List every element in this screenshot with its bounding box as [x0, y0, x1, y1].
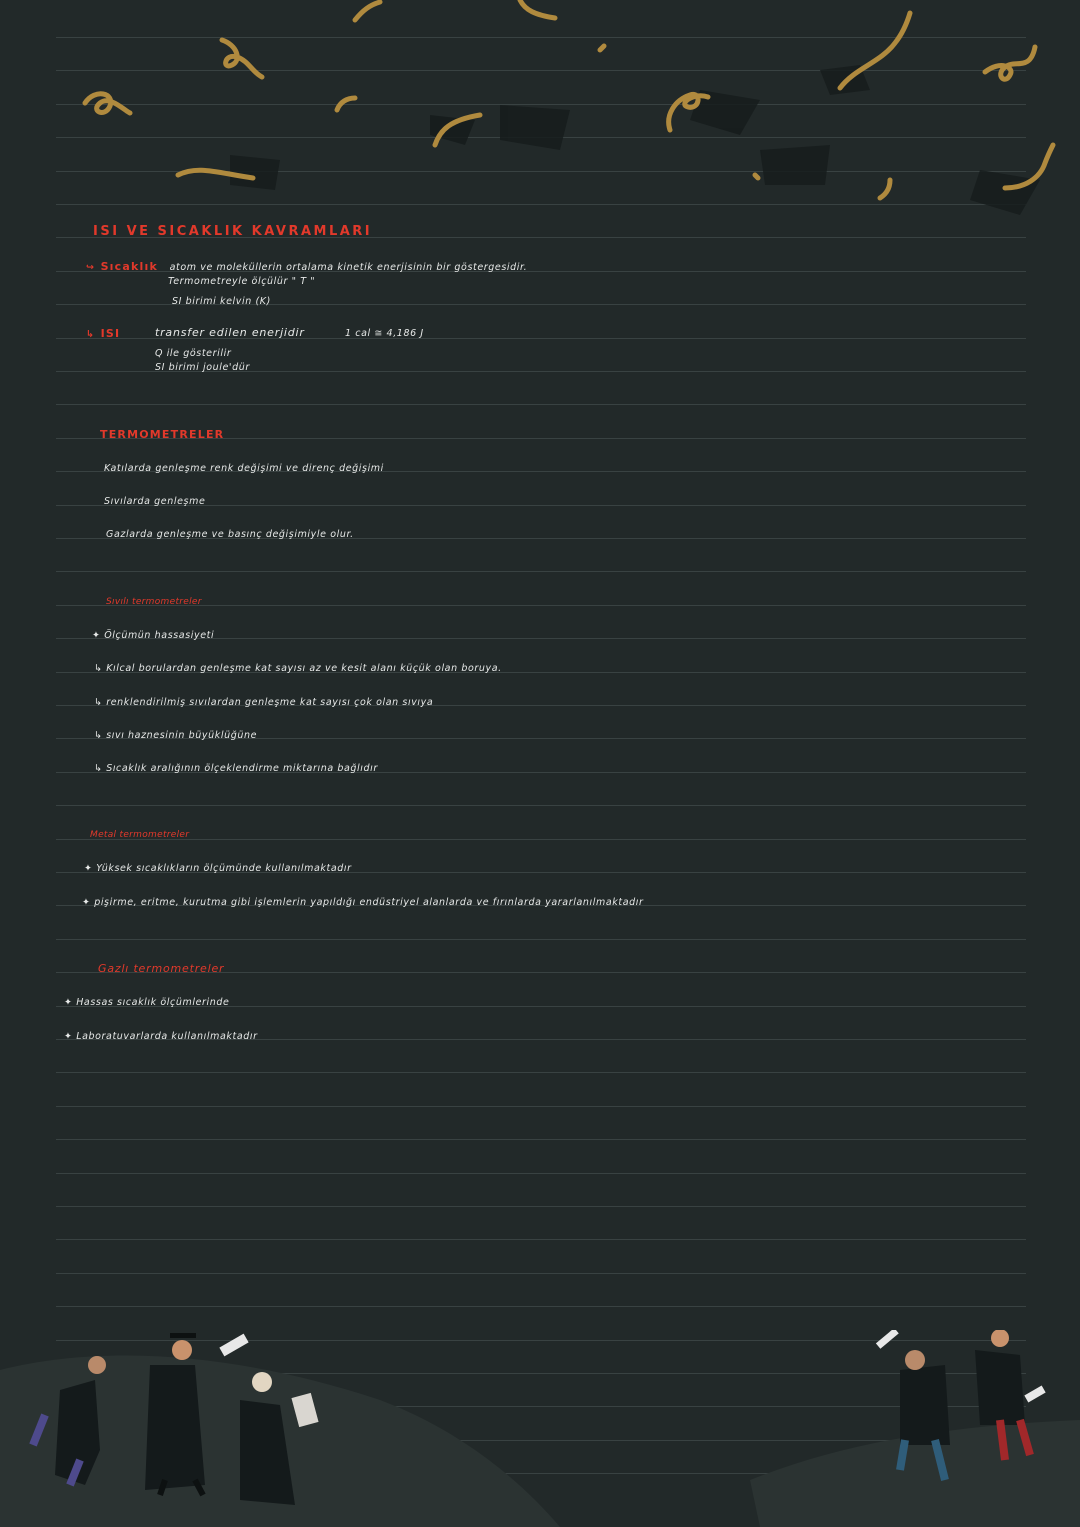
sivili-heading: Sıvılı termometreler [106, 597, 202, 607]
page-title: ISI VE SICAKLIK KAVRAMLARI [93, 224, 373, 239]
metal-item [84, 863, 352, 874]
metal-item-text: Yüksek sıcaklıkların ölçümünde kullanılmaktadır [96, 863, 352, 874]
hooked-arrow-icon: ↪ [86, 262, 95, 273]
hooked-arrow-icon: ↳ [94, 730, 103, 741]
ruled-line [56, 1072, 1026, 1073]
gazli-item-text: Hassas sıcaklık ölçümlerinde [76, 997, 230, 1008]
isi-line: Q ile gösterilir [155, 348, 232, 359]
isi-label: ISI [100, 327, 121, 340]
metal-item [82, 897, 644, 908]
sivili-item-text: sıvı haznesinin büyüklüğüne [106, 730, 258, 741]
ruled-line [56, 1239, 1026, 1240]
ruled-line [56, 1306, 1026, 1307]
metal-item-text: pişirme, eritme, kurutma gibi işlemlerin yapıldığı endüstriyel alanlarda ve fırınlarda yararlanılmaktadır [94, 897, 644, 908]
ruled-line [56, 1206, 1026, 1207]
ruled-line [56, 1139, 1026, 1140]
isi-line: SI birimi joule'dür [155, 362, 250, 373]
gazli-item-text: Laboratuvarlarda kullanılmaktadır [76, 1031, 258, 1042]
ruled-line [56, 404, 1026, 405]
sivili-item-text: renklendirilmiş sıvılardan genleşme kat sayısı çok olan sıvıya [106, 697, 434, 708]
star-bullet-icon: ✦ [82, 897, 91, 908]
ruled-line [56, 1106, 1026, 1107]
ruled-line [56, 805, 1026, 806]
ruled-line [56, 839, 1026, 840]
sivili-item [92, 630, 214, 641]
sivili-item [94, 730, 257, 741]
sivili-item [94, 763, 378, 774]
sicaklik-line: atom ve moleküllerin ortalama kinetik enerjisinin bir göstergesidir. [169, 262, 528, 273]
confetti-decoration [0, 0, 1080, 230]
sivili-item-text: Kılcal borulardan genleşme kat sayısı az ve kesit alanı küçük olan boruya. [106, 663, 502, 674]
sicaklik-line: SI birimi kelvin (K) [172, 296, 271, 307]
hooked-arrow-icon: ↳ [94, 763, 103, 774]
termometreler-line: Gazlarda genleşme ve basınç değişimiyle olur. [106, 529, 354, 540]
hooked-arrow-icon: ↳ [94, 697, 103, 708]
sicaklik-line: Termometreyle ölçülür " T " [168, 276, 316, 287]
sivili-item [94, 663, 502, 674]
sicaklik-definition [86, 260, 527, 273]
sivili-item-text: Ölçümün hassasiyeti [104, 630, 215, 641]
ruled-line [56, 1173, 1026, 1174]
isi-definition [86, 327, 120, 340]
hooked-arrow-icon: ↳ [94, 663, 103, 674]
star-bullet-icon: ✦ [64, 997, 73, 1008]
graduation-illustration [0, 1330, 1080, 1527]
ruled-line [56, 939, 1026, 940]
star-bullet-icon: ✦ [64, 1031, 73, 1042]
ruled-line [56, 571, 1026, 572]
sivili-item-text: Sıcaklık aralığının ölçeklendirme miktarına bağlıdır [106, 763, 378, 774]
sicaklik-label: Sıcaklık [100, 260, 158, 273]
isi-line: transfer edilen enerjidir [155, 326, 305, 339]
isi-conversion: 1 cal ≅ 4,186 J [345, 328, 424, 339]
star-bullet-icon: ✦ [92, 630, 101, 641]
termometreler-line: Katılarda genleşme renk değişimi ve direnç değişimi [104, 463, 384, 474]
metal-heading: Metal termometreler [90, 830, 190, 840]
gazli-item [64, 1031, 258, 1042]
termometreler-line: Sıvılarda genleşme [104, 496, 206, 507]
termometreler-heading: TERMOMETRELER [100, 428, 225, 441]
star-bullet-icon: ✦ [84, 863, 93, 874]
hooked-arrow-icon: ↳ [86, 329, 95, 340]
sivili-item [94, 697, 433, 708]
gazli-heading: Gazlı termometreler [98, 962, 225, 975]
ruled-line [56, 1273, 1026, 1274]
gazli-item [64, 997, 229, 1008]
